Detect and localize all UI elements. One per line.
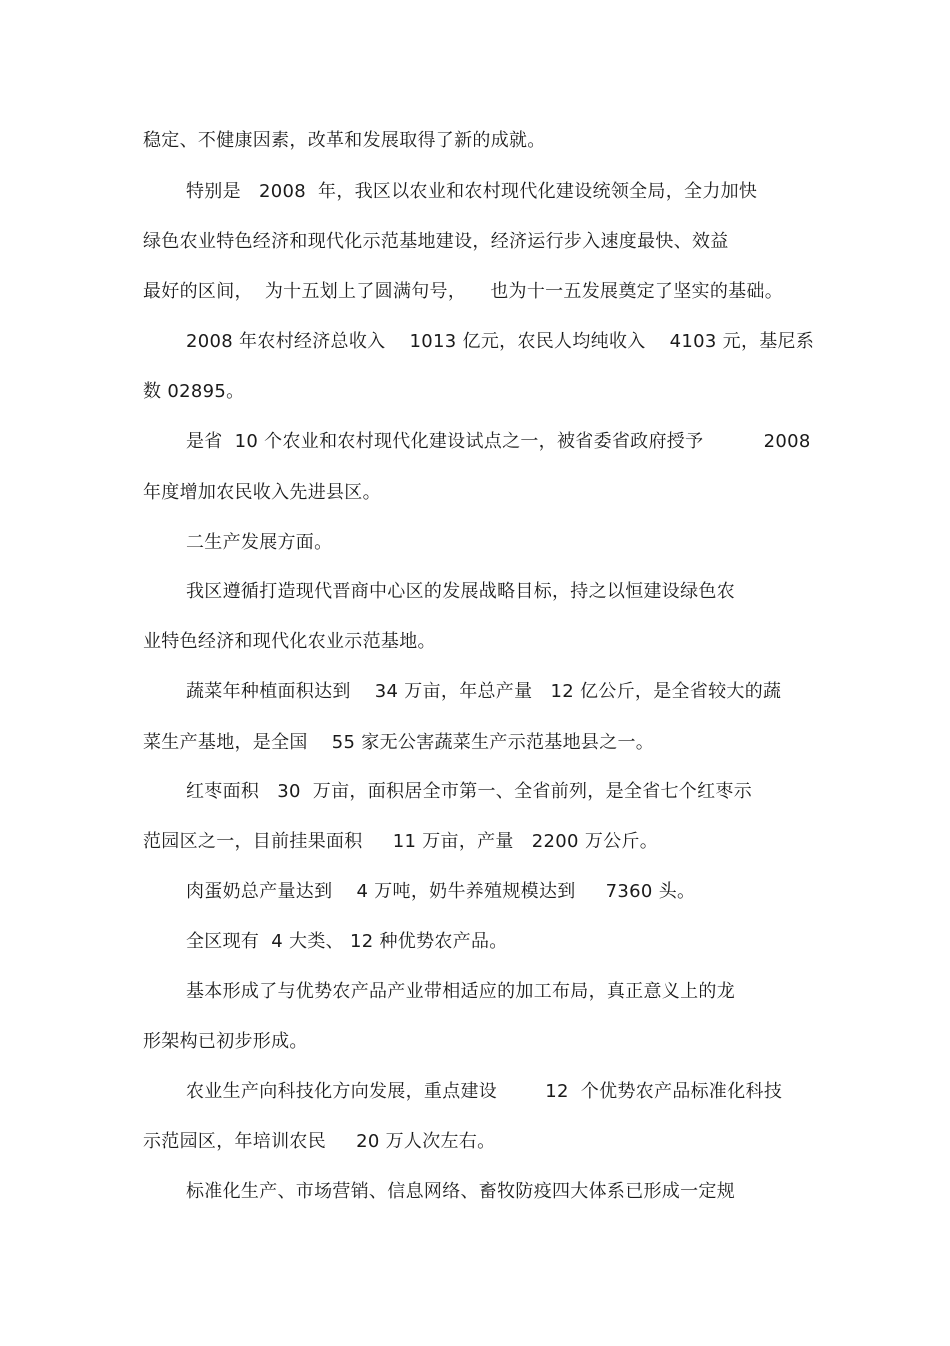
- text-line: 二生产发展方面。: [186, 532, 333, 553]
- text-line: 数 02895。: [143, 381, 245, 402]
- text-line: 红枣面积 30 万亩，面积居全市第一、全省前列，是全省七个红枣示: [186, 781, 753, 802]
- text-line: 形架构已初步形成。: [143, 1031, 308, 1052]
- text-line: 菜生产基地，是全国 55 家无公害蔬菜生产示范基地县之一。: [143, 732, 655, 753]
- text-line: 年度增加农民收入先进县区。: [143, 482, 381, 503]
- text-line: 全区现有 4 大类、 12 种优势农产品。: [186, 931, 508, 952]
- text-line: 最好的区间， 为十五划上了圆满句号， 也为十一五发展奠定了坚实的基础。: [143, 281, 784, 302]
- text-line: 我区遵循打造现代晋商中心区的发展战略目标，持之以恒建设绿色农: [186, 581, 735, 602]
- text-line: 范园区之一，目前挂果面积 11 万亩，产量 2200 万公斤。: [143, 831, 659, 852]
- text-line: 绿色农业特色经济和现代化示范基地建设，经济运行步入速度最快、效益: [143, 231, 729, 252]
- text-line: 2008 年农村经济总收入 1013 亿元，农民人均纯收入 4103 元，基尼系: [186, 331, 815, 352]
- text-line: 特别是 2008 年，我区以农业和农村现代化建设统领全局，全力加快: [186, 181, 758, 202]
- text-line: 业特色经济和现代化农业示范基地。: [143, 631, 436, 652]
- text-line: 是省 10 个农业和农村现代化建设试点之一，被省委省政府授予 2008: [186, 431, 811, 452]
- text-line: 示范园区，年培训农民 20 万人次左右。: [143, 1131, 496, 1152]
- text-line: 标准化生产、市场营销、信息网络、畜牧防疫四大体系已形成一定规: [186, 1181, 735, 1202]
- text-line: 蔬菜年种植面积达到 34 万亩，年总产量 12 亿公斤，是全省较大的蔬: [186, 681, 782, 702]
- text-line: 肉蛋奶总产量达到 4 万吨，奶牛养殖规模达到 7360 头。: [186, 881, 696, 902]
- text-line: 稳定、不健康因素，改革和发展取得了新的成就。: [143, 130, 546, 151]
- text-line: 农业生产向科技化方向发展，重点建设 12 个优势农产品标准化科技: [186, 1081, 783, 1102]
- text-line: 基本形成了与优势农产品产业带相适应的加工布局，真正意义上的龙: [186, 981, 735, 1002]
